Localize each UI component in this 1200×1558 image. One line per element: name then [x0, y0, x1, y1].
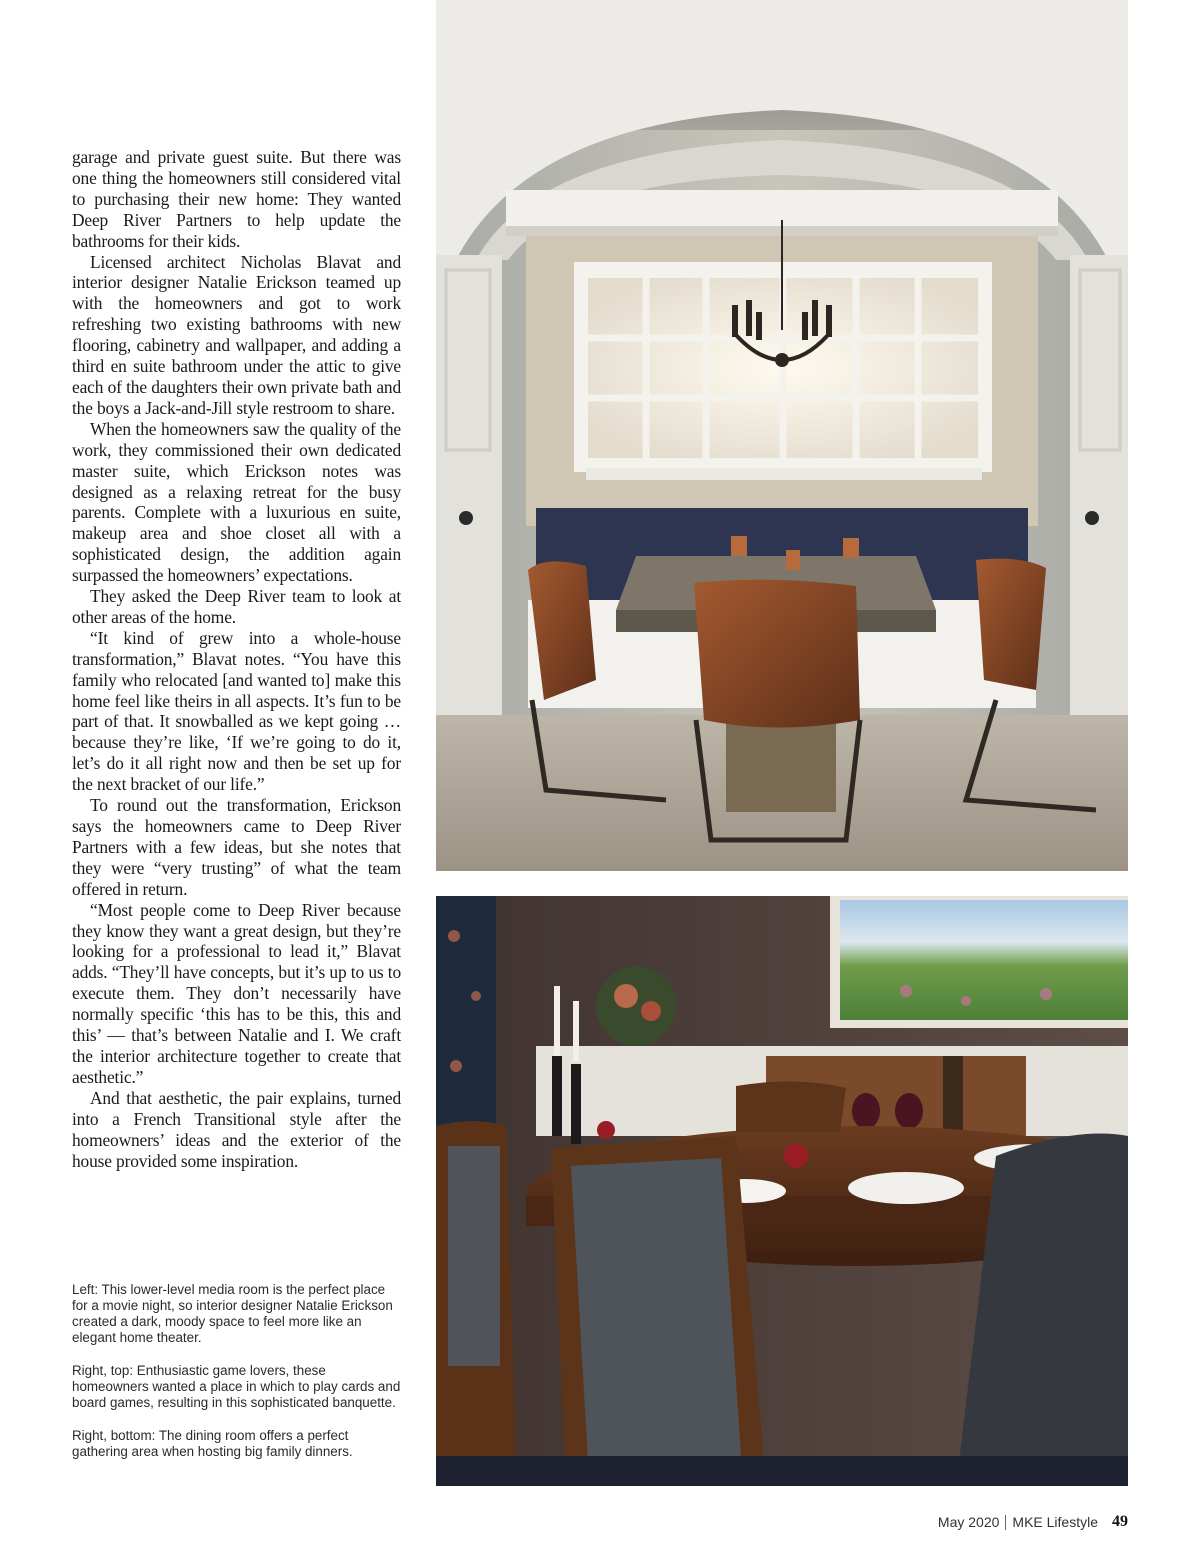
- photo-captions: [72, 1282, 404, 1477]
- footer-divider: [1005, 1515, 1006, 1530]
- caption-right-bottom: Right, bottom: The dining room offers a perfect gathering area when hosting big family dinners.: [72, 1428, 353, 1459]
- article-paragraph: “It kind of grew into a whole-house transformation,” Blavat notes. “You have this family who relocated [and wanted to] make this home feel like theirs in all aspects. It’s fun to be part of that. It snowballed as we kept going … because they’re like, ‘If we’re going to do it, let’s do it all right now and then be set up for the next bracket of our life.”: [72, 627, 401, 795]
- article-paragraph: And that aesthetic, the pair explains, turned into a French Transitional style after the homeowners’ ideas and the exterior of the house provided some inspiration.: [72, 1087, 401, 1171]
- article-paragraph: garage and private guest suite. But there was one thing the homeowners still considered vital to purchasing their new home: They wanted Deep River Partners to help update the bathrooms for their kids.: [72, 147, 401, 251]
- banquette-photo: [436, 0, 1128, 871]
- article-paragraph: To round out the transformation, Erickson says the homeowners came to Deep River Partners with a few ideas, but she notes that they were “very trusting” of what the team offered in return.: [72, 795, 401, 899]
- article-paragraph: They asked the Deep River team to look at other areas of the home.: [72, 586, 401, 627]
- dining-room-photo: [436, 896, 1128, 1486]
- article-paragraph: “Most people come to Deep River because they know they want a great design, but they’re looking for a professional to lead it,” Blavat adds. “They’ll have concepts, but it’s up to us to execute them. They don’t necessarily have normally specific ‘this has to be this, this and this’ — that’s between Natalie and I. We craft the interior architecture together to create that aesthetic.”: [72, 899, 401, 1087]
- article-body: [72, 147, 401, 1171]
- caption-left: Left: This lower-level media room is the perfect place for a movie night, so interior designer Natalie Erickson created a dark, moody space to feel more like an elegant home theater.: [72, 1282, 393, 1345]
- issue-date: May 2020: [937, 1514, 1000, 1530]
- page-number: 49: [1112, 1513, 1128, 1530]
- caption-right-top: Right, top: Enthusiastic game lovers, these homeowners wanted a place in which to play cards and board games, resulting in this sophisticated banquette.: [72, 1363, 401, 1410]
- article-paragraph: Licensed architect Nicholas Blavat and interior designer Natalie Erickson teamed up with the homeowners and got to work refreshing two existing bathrooms with new flooring, cabinetry and wallpaper, and adding a third en suite bathroom under the attic to give each of the daughters their own private bath and the boys a Jack-and-Jill style restroom to share.: [72, 251, 401, 418]
- article-paragraph: When the homeowners saw the quality of the work, they commissioned their own dedicated master suite, which Erickson notes was designed as a relaxing retreat for the busy parents. Complete with a luxurious en suite, makeup area and shoe closet all with a sophisticated design, the addition again surpassed the homeowners’ expectations.: [72, 418, 401, 586]
- page-footer: [938, 1513, 1128, 1531]
- magazine-name: MKE Lifestyle: [1012, 1514, 1098, 1530]
